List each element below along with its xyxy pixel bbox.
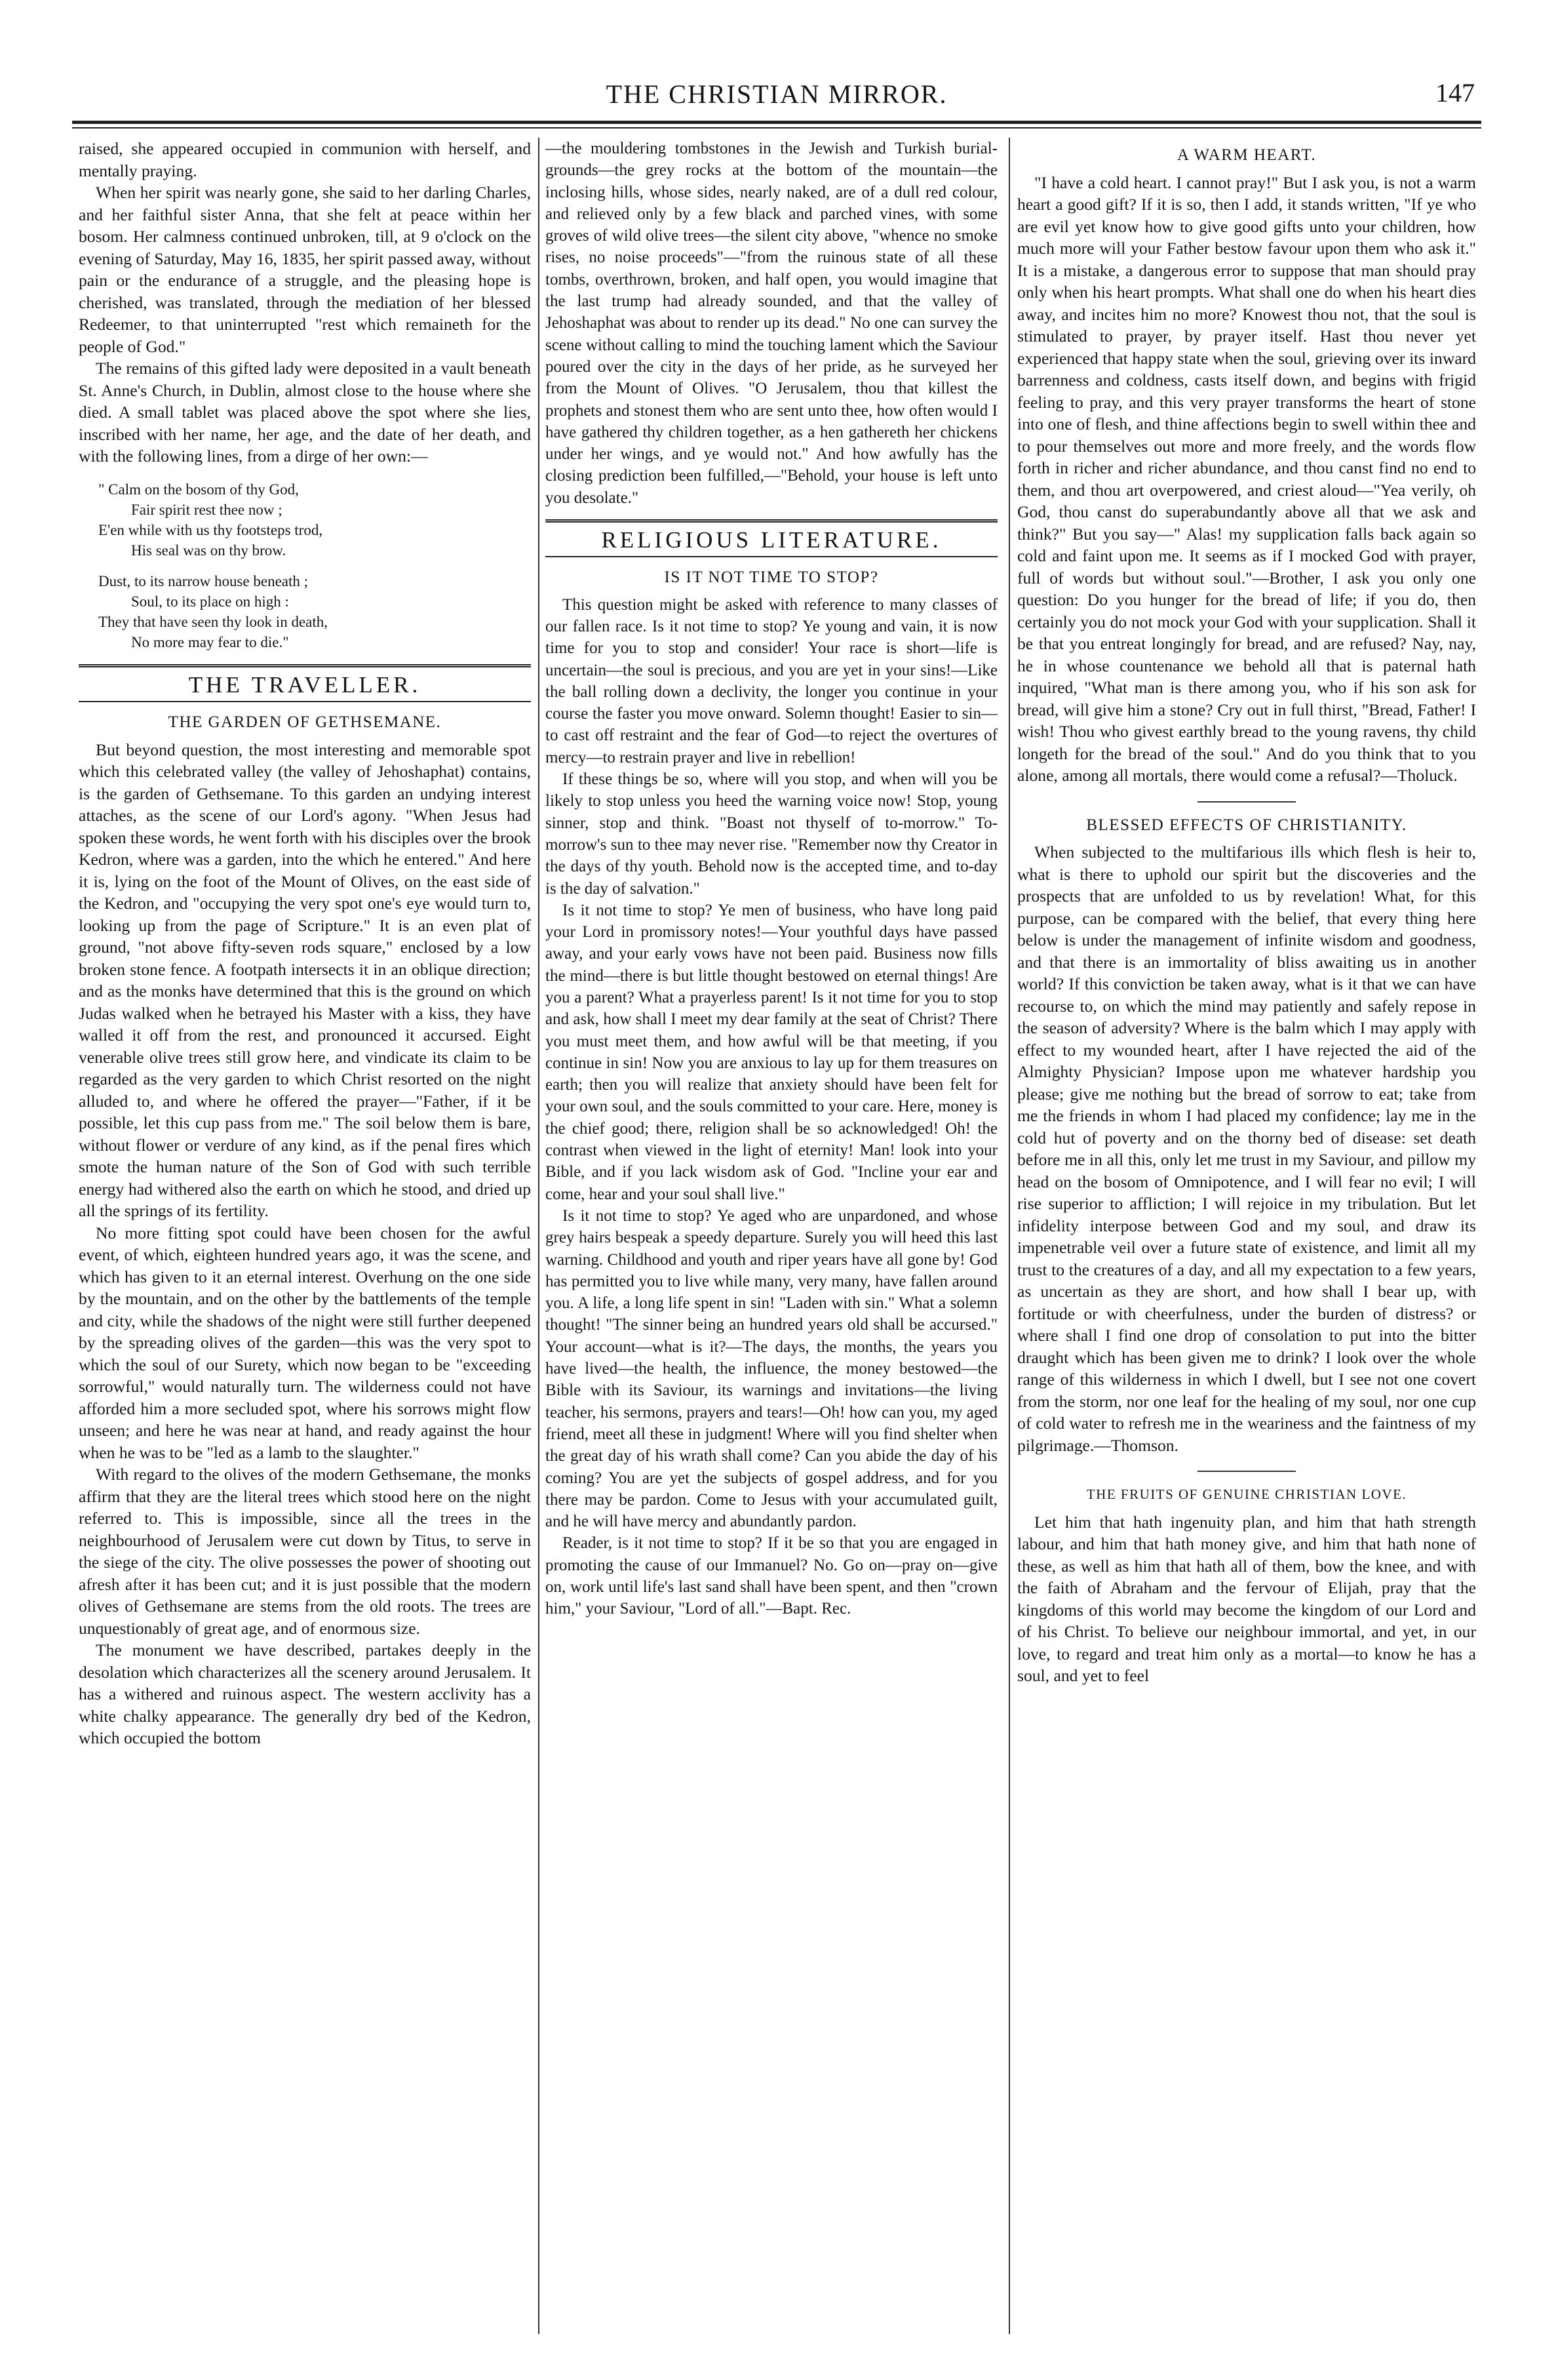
column-divider-1 bbox=[538, 138, 539, 2334]
body-paragraph: This question might be asked with reference to many classes of our fallen race. Is it not time to stop? Ye young and vain, it is now time for you to stop and consider! Your race is short—life is uncertain—the soul is precious, and you are yet in your sins!—Like the ball rolling down a declivity, the longer you continue in your course the faster you move onward. Solemn thought! Easier to sin—to cast off restraint and the fear of God—to reject the overtures of mercy—to restrain prayer and live in rebellion! bbox=[545, 595, 998, 766]
body-paragraph: If these things be so, where will you stop, and when will you be likely to stop unless you heed the warning voice now! Stop, young sinner, stop and think. "Boast not thyself of to-morrow." To-morrow's sun to thee may never rise. "Remember now thy Creator in the days of thy youth. Behold now is the accepted time, and to-day is the day of salvation." bbox=[545, 770, 998, 898]
column-3 bbox=[1017, 138, 1476, 2334]
verse-line: " Calm on the bosom of thy God, bbox=[98, 481, 299, 498]
verse-line: His seal was on thy brow. bbox=[131, 542, 286, 559]
body-paragraph: With regard to the olives of the modern Gethsemane, the monks affirm that they are the literal trees which stood here on the night referred to. This is impossible, since all the trees in the neighbourhood of Jerusalem were cut down by Titus, to serve in the siege of the city. The olive possesses the power of shooting out afresh after it has been cut; and it is just possible that the modern olives of Gethsemane are stems from the old roots. The trees are unquestionably of great age, and of enormous size. bbox=[79, 1465, 531, 1638]
masthead bbox=[72, 73, 1481, 113]
body-paragraph: Is it not time to stop? Ye aged who are unpardoned, and whose grey hairs bespeak a speedy departure. Surely you will heed this last warning. Childhood and youth and riper years have all gone by! God has permitted you to live while many, very many, have fallen around you. A life, a long life spent in sin! "Laden with sin." What a solemn thought! "The sinner being an hundred years old shall be accursed." Your account—what is it?—The days, the months, the years you have lived—the health, the influence, the money bestowed—the Bible with its Saviour, its warnings and invitations—the living teacher, his sermons, prayers and tears!—Oh! how can you, my aged friend, meet all these in judgment! Where will you find shelter when the great day of his wrath shall come? Can you abide the day of his coming? You are yet the subjects of gospel address, and for you there may be pardon. Come to Jesus with your accumulated guilt, and he will have mercy and abundantly pardon. bbox=[545, 1206, 998, 1531]
masthead-title: THE CHRISTIAN MIRROR. bbox=[606, 79, 948, 109]
body-paragraph: Reader, is it not time to stop? If it be so that you are engaged in promoting the cause of our Immanuel? No. Go on—pray on—give on, work until life's last sand shall have been spent, and then "crown him," your Saviour, "Lord of all."—Bapt. Rec. bbox=[545, 1534, 998, 1618]
header-rule-thin bbox=[72, 127, 1481, 129]
verse-line: E'en while with us thy footsteps trod, bbox=[98, 521, 323, 538]
body-paragraph: —the mouldering tombstones in the Jewish and Turkish burial-grounds—the grey rocks at the bottom of the mountain—the inclosing hills, whose sides, nearly naked, are of a dull red colour, and relieved only by a few black and parched vines, with some groves of wild olive trees—the silent city above, "whence no smoke rises, no noise proceeds"—"from the ruinous state of all these tombs, overthrown, broken, and half open, you would imagine that the last trump had already sounded, and that the valley of Jehoshaphat was about to render up its dead." No one can survey the scene without calling to mind the touching lament which the Saviour poured over the city in the days of her pride, as he surveyed her from the Mount of Olives. "O Jerusalem, thou that killest the prophets and stonest them who are sent unto thee, how often would I have gathered thy children together, as a hen gathereth her chickens under her wings, and ye would not." And how awfully has the closing prediction been fulfilled,—"Behold, your house is left unto you desolate." bbox=[545, 140, 998, 507]
verse-line: Dust, to its narrow house beneath ; bbox=[98, 572, 309, 589]
article-divider bbox=[1198, 1471, 1296, 1472]
body-paragraph: raised, she appeared occupied in communion with herself, and mentally praying. bbox=[79, 139, 531, 180]
page-number: 147 bbox=[1435, 78, 1475, 108]
verse-line: Soul, to its place on high : bbox=[131, 593, 289, 610]
section-heading-religious-literature: RELIGIOUS LITERATURE. bbox=[545, 519, 998, 557]
article-divider bbox=[1198, 801, 1296, 803]
article-title-gethsemane: THE GARDEN OF GETHSEMANE. bbox=[168, 713, 442, 731]
verse-line: Fair spirit rest thee now ; bbox=[131, 501, 282, 518]
column-1 bbox=[79, 138, 531, 2334]
body-paragraph: The monument we have described, partakes deeply in the desolation which characterizes all the scenery around Jerusalem. It has a withered and ruinous aspect. The western acclivity has a white chalky appearance. The generally dry bed of the Kedron, which occupied the bottom bbox=[79, 1640, 531, 1747]
verse-stanza bbox=[79, 479, 531, 561]
section-heading-traveller: THE TRAVELLER. bbox=[79, 664, 531, 703]
body-paragraph: Let him that hath ingenuity plan, and him that hath strength labour, and him that hath money give, and him that hath none of these, as well as him that hath all of them, bow the knee, and with the faith of Abraham and the fervour of Elijah, pray that the kingdoms of this world may become the kingdom of our Lord and of his Christ. To believe our neighbour immortal, and yet, in our love, to regard and treat him only as a mortal—to know he has a soul, and yet to feel bbox=[1017, 1512, 1476, 1685]
article-title-blessed-effects: BLESSED EFFECTS OF CHRISTIANITY. bbox=[1086, 816, 1407, 834]
body-paragraph: When subjected to the multifarious ills which flesh is heir to, what is there to uphold our spirit but the discoveries and the prospects that are unfolded to us by revelation! What, for this purpose, can be compared with the belief, that every thing here below is under the management of infinite wisdom and goodness, and that there is an immortality of bliss awaiting us in another world? If this conviction be taken away, what is it that we can have recourse to, on which the mind may patiently and safely repose in the season of adversity? Where is the balm which I may apply with effect to my wounded heart, after I have rejected the aid of the Almighty Physician? Impose upon me whatever hardship you please; give me nothing but the bread of sorrow to eat; take from me the friends in whom I had placed my confidence; lay me in the cold hut of poverty and on the thorny bed of disease: set death before me in all this, only let me trust in my Saviour, and pillow my head on the bosom of Omnipotence, and I will fear no evil; I will rise superior to affliction; I will rejoice in my tribulation. But let infidelity interpose between God and my soul, and draw its impenetrable veil over a future state of existence, and limit all my trust to the creatures of a day, and all my expectation to a few years, as uncertain as they are short, and how shall I bear up, with fortitude or with cheerfulness, under the burden of distress? or where shall I find one drop of consolation to put into the bitter draught which has been given me to drink? I look over the whole range of this wilderness in which I dwell, but I see not one covert from the storm, nor one leaf for the healing of my soul, nor one cup of cold water to refresh me in the weariness and the faintness of my pilgrimage.—Thomson. bbox=[1017, 843, 1476, 1455]
column-2 bbox=[545, 138, 998, 2334]
body-paragraph: Is it not time to stop? Ye men of business, who have long paid your Lord in promissory notes!—Your youthful days have passed away, and your early vows have not been paid. Business now fills the mind—there is but little thought bestowed on eternal things! Are you a parent? What a prayerless parent! Is it not time for you to stop and ask, how shall I meet my dear family at the seat of Christ? There you must meet them, and how awful will be that meeting, if you continue in sin! Now you are anxious to lay up for them treasures on earth; then you will realize that anxiety should have been felt for your own soul, and the souls committed to your care. Here, money is the chief good; there, religion shall be so acknowledged! Oh! the contrast when viewed in the light of eternity! Man! look into your Bible, and if you lack wisdom ask of God. "Incline your ear and come, hear and your soul shall live." bbox=[545, 901, 998, 1203]
body-paragraph: No more fitting spot could have been chosen for the awful event, of which, eighteen hundred years ago, it was the scene, and which has given to it an eternal interest. Overhung on the one side by the mountain, and on the other by the battlements of the temple and city, while the shadows of the night were still further deepened by the spreading olives of the garden—this was the very spot to which the soul of our Surety, which now began to be "exceeding sorrowful," would naturally turn. The wilderness could not have afforded him a more secluded spot, where his sorrows might flow unseen; and here he was near at hand, and ready against the hour when he was to be "led as a lamb to the slaughter." bbox=[79, 1223, 531, 1462]
body-paragraph: But beyond question, the most interesting and memorable spot which this celebrated valley (the valley of Jehoshaphat) contains, is the garden of Gethsemane. To this garden an undying interest attaches, as the scene of our Lord's agony. "When Jesus had spoken these words, he went forth with his disciples over the brook Kedron, where was a garden, into the which he entered." And here it is, lying on the foot of the Mount of Olives, on the east side of the Kedron, and "occupying the very spot one's eye would turn to, looking up from the page of Scripture." It is an even plat of ground, "not above fifty-seven rods square," enclosed by a low broken stone fence. A footpath intersects it in an oblique direction; and as the monks have determined that this is the ground on which Judas walked when he betrayed his Master with a kiss, they have walled it off from the rest, and pronounced it accursed. Eight venerable olive trees still grow here, and vindicate its claim to be regarded as the very garden to which Christ resorted on the night alluded to, and where he offered the prayer—"Father, if it be possible, let this cup pass from me." The soil below them is bare, without flower or verdure of any kind, as if the penal fires which smote the human nature of the Son of God with such terrible energy had withered also the earth on which he stood, and dried up all the springs of its fertility. bbox=[79, 740, 531, 1220]
verse-line: They that have seen thy look in death, bbox=[98, 613, 328, 630]
column-divider-2 bbox=[1009, 138, 1010, 2334]
body-paragraph: The remains of this gifted lady were deposited in a vault beneath St. Anne's Church, in Dublin, almost close to the house where she died. A small tablet was placed above the spot where she lies, inscribed with her name, her age, and the date of her death, and with the following lines, from a dirge of her own:— bbox=[79, 359, 531, 466]
body-paragraph: "I have a cold heart. I cannot pray!" But I ask you, is not a warm heart a good gift? If it is so, then I add, it stands written, "If ye who are evil yet know how to give good gifts unto your children, how much more will your Father bestow favour upon them who ask it." It is a mistake, a dangerous error to suppose that man should pray only when his heart prompts. What shall one do when his heart dies away, and incites him no more? Knowest thou not, that the soul is stimulated to prayer, by prayer itself. Hast thou never yet experienced that happy state when the soul, grieving over its inward barrenness and coldness, casts itself down, and begins with frigid feeling to pray, and this very prayer transforms the heart of stone into one of flesh, and thine affections begin to swell within thee and to pour themselves out more and more freely, and the words flow forth in richer and richer abundance, and thou canst find no end to them, and thou art overpowered, and criest aloud—"Yea verily, oh God, thou canst do superabundantly above all that we ask and think?" But you say—" Alas! my supplication falls back again so cold and faint upon me. It seems as if I mocked God with prayer, full of words but without soul."—Brother, I ask you only one question: Do you hunger for the bread of life; if you do, then certainly you do not mock your God with your supplication. Shall it be that you entreat longingly for bread, and are refused? Nay, nay, he in whose countenance we behold all that is paternal hath inquired, "What man is there among you, who if his son ask for bread, will give him a stone? Cry out in full thirst, "Bread, Father! I wish! Thou who givest earthly bread to the young ravens, thy child longeth for the bread of the soul." And do you think that to you alone, among all mortals, there would come a refusal?—Tholuck. bbox=[1017, 172, 1476, 785]
article-title-time-to-stop: IS IT NOT TIME TO STOP? bbox=[664, 568, 879, 587]
header-rule bbox=[72, 121, 1481, 124]
verse-stanza bbox=[79, 571, 531, 652]
verse-line: No more may fear to die." bbox=[131, 633, 289, 650]
article-title-warm-heart: A WARM HEART. bbox=[1177, 146, 1317, 164]
dirge-verse bbox=[79, 479, 531, 652]
body-paragraph: When her spirit was nearly gone, she said to her darling Charles, and her faithful sister Anna, that she felt at peace within her bosom. Her calmness continued unbroken, till, at 9 o'clock on the evening of Saturday, May 16, 1835, her spirit passed away, without pain or the endurance of a struggle, and the pleasing hope is cherished, was translated, through the mediation of her blessed Redeemer, to that uninterrupted "rest which remaineth for the people of God." bbox=[79, 183, 531, 356]
article-title-fruits-of-love: THE FRUITS OF GENUINE CHRISTIAN LOVE. bbox=[1086, 1486, 1407, 1502]
